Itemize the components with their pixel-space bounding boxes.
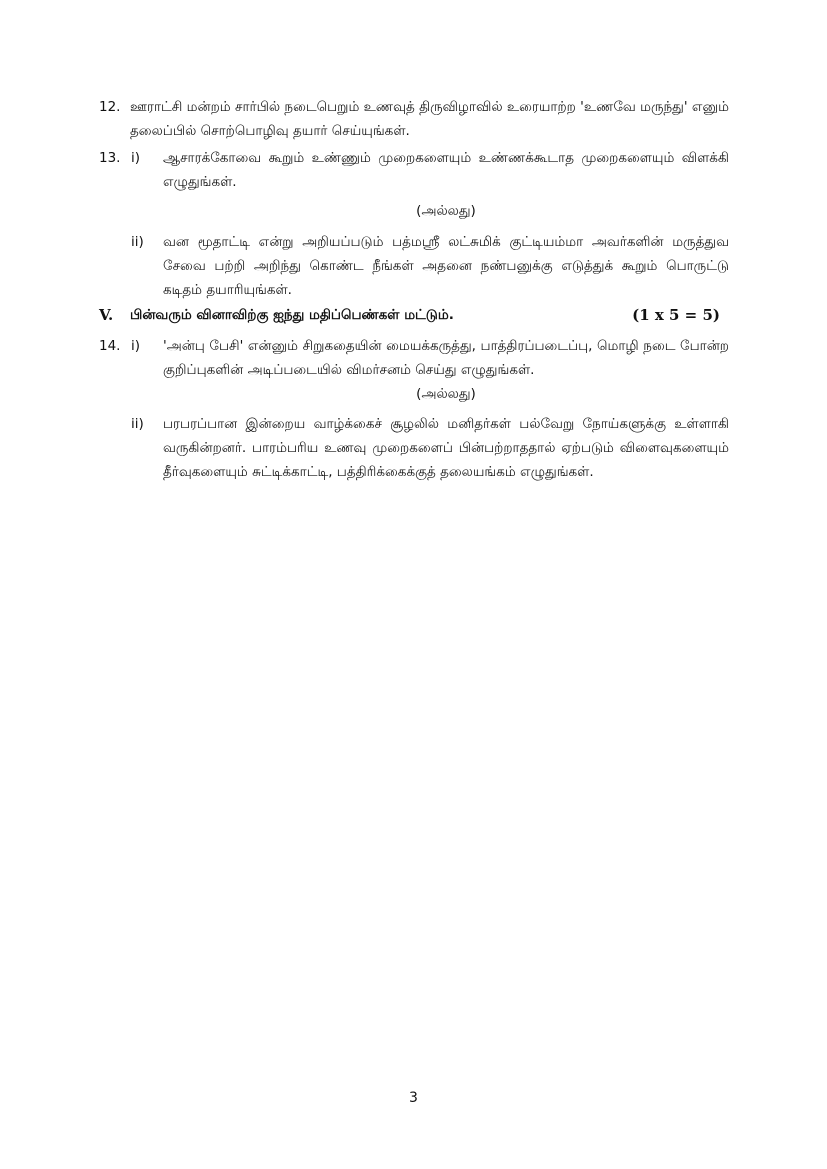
q12-text: ஊராட்சி மன்றம் சார்பில் நடைபெறும் உணவுத் திருவிழாவில் உரையாற்ற 'உணவே மருந்து' எனும் தலைப்பில் சொற்பொழிவு தயார் செய்யுங்கள். — [130, 99, 729, 139]
q14-or-label: (அல்லது) — [416, 386, 476, 402]
section-v-heading: பின்வரும் வினாவிற்கு ஐந்து மதிப்பெண்கள் மட்டும். — [130, 307, 454, 323]
section-v-marks: (1 x 5 = 5) — [632, 306, 720, 324]
q13-number: 13. — [99, 150, 121, 166]
q13-ii-text: வன மூதாட்டி என்று அறியப்படும் பத்மஸ்ரீ லட்சுமிக் குட்டியம்மா அவர்களின் மருத்துவ சேவை பற்றி அறிந்து கொண்ட நீங்கள் அதனை நண்பனுக்கு எடுத்துக் கூறும் பொருட்டு கடிதம் தயாரியுங்கள். — [163, 234, 729, 298]
q14-ii-text: பரபரப்பான இன்றைய வாழ்க்கைச் சூழலில் மனிதர்கள் பல்வேறு நோய்களுக்கு உள்ளாகி வருகின்றனர். பாரம்பரிய உணவு முறைகளைப் பின்பற்றாததால் ஏற்படும் விளைவுகளையும் தீர்வுகளையும் சுட்டிக்காட்டி, பத்திரிக்கைக்குத் தலையங்கம் எழுதுங்கள். — [163, 416, 729, 480]
q13-ii-label: ii) — [131, 234, 144, 250]
page-number: 3 — [409, 1090, 418, 1106]
q12-number: 12. — [99, 99, 121, 115]
section-v-roman: V. — [99, 306, 114, 324]
q14-i-text: 'அன்பு பேசி' என்னும் சிறுகதையின் மையக்கருத்து, பாத்திரப்படைப்பு, மொழி நடை போன்ற குறிப்புகளின் அடிப்படையில் விமர்சனம் செய்து எழுதுங்கள். — [163, 338, 729, 378]
q13-or-label: (அல்லது) — [416, 203, 476, 219]
q14-i-label: i) — [131, 338, 141, 354]
q14-number: 14. — [99, 338, 121, 354]
q13-i-label: i) — [131, 150, 141, 166]
q13-i-text: ஆசாரக்கோவை கூறும் உண்ணும் முறைகளையும் உண்ணக்கூடாத முறைகளையும் விளக்கி எழுதுங்கள். — [163, 150, 729, 190]
q14-ii-label: ii) — [131, 416, 144, 432]
